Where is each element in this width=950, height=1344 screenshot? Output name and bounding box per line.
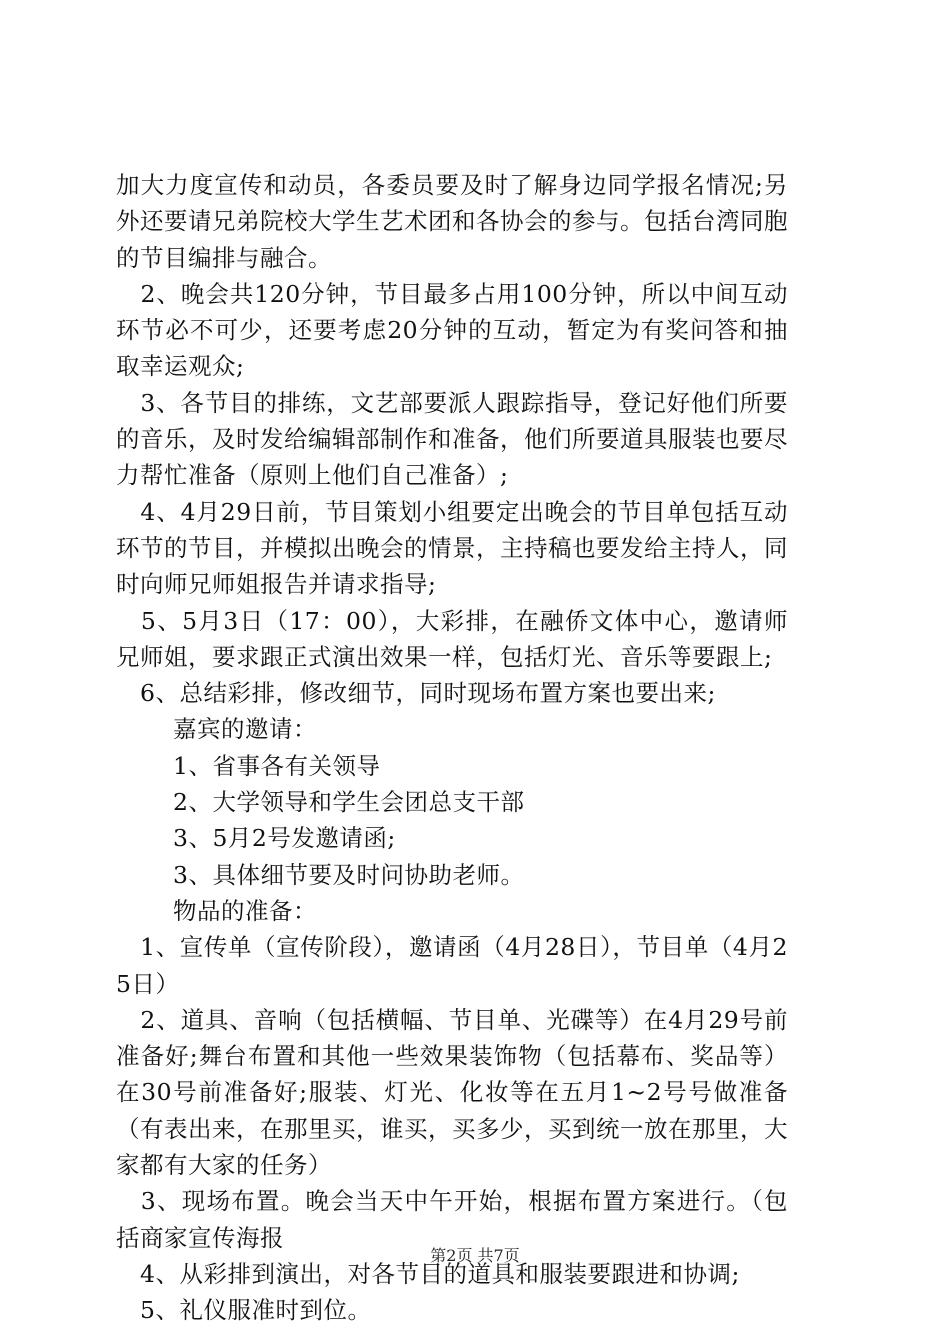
document-body [116,167,845,1329]
paragraph-item-2: 2、晚会共120分钟，节目最多占用100分钟，所以中间互动环节必不可少，还要考虑20分钟的互动，暂定为有奖问答和抽取幸运观众; [116,279,788,381]
materials-item-3: 3、现场布置。晚会当天中午开始，根据布置方案进行。（包括商家宣传海报 [116,1187,788,1252]
guest-item-1: 1、省事各有关领导 [173,751,381,780]
page-number-footer: 第2页 共7页 [430,1246,520,1265]
paragraph-promotion: 加大力度宣传和动员，各委员要及时了解身边同学报名情况;另外还要请兄弟院校大学生艺术团和各协会的参与。包括台湾同胞的节目编排与融合。 [116,171,788,272]
materials-item-2: 2、道具、音响（包括横幅、节目单、光碟等）在4月29号前准备好;舞台布置和其他一些效果装饰物（包括幕布、奖品等）在30号前准备好;服装、灯光、化妆等在五月1~2号号做准备（有表出来，在那里买，谁买，买多少，买到统一放在那里，大家都有大家的任务） [116,1005,788,1180]
materials-item-5: 5、礼仪服准时到位。 [116,1296,372,1325]
materials-item-1: 1、宣传单（宣传阶段），邀请函（4月28日），节目单（4月25日） [116,933,788,998]
guest-item-3: 3、5月2号发邀请函; [173,824,396,853]
guest-item-2: 2、大学领导和学生会团总支干部 [173,788,525,817]
materials-item-4: 4、从彩排到演出，对各节目的道具和服装要跟进和协调; [116,1259,740,1288]
heading-materials: 物品的准备： [173,896,317,925]
guest-item-4: 3、具体细节要及时问协助老师。 [173,860,525,889]
paragraph-item-3: 3、各节目的排练，文艺部要派人跟踪指导，登记好他们所要的音乐，及时发给编辑部制作和准备，他们所要道具服装也要尽力帮忙准备（原则上他们自己准备）; [116,388,788,490]
paragraph-item-5: 5、5月3日（17：00），大彩排，在融侨文体中心，邀请师兄师姐，要求跟正式演出效果一样，包括灯光、音乐等要跟上; [116,606,788,671]
paragraph-item-6: 6、总结彩排，修改细节，同时现场布置方案也要出来; [116,679,716,708]
paragraph-item-4: 4、4月29日前，节目策划小组要定出晚会的节目单包括互动环节的节目，并模拟出晚会的情景，主持稿也要发给主持人，同时向师兄师姐报告并请求指导; [116,497,788,599]
heading-guest-invitation: 嘉宾的邀请： [173,715,317,744]
